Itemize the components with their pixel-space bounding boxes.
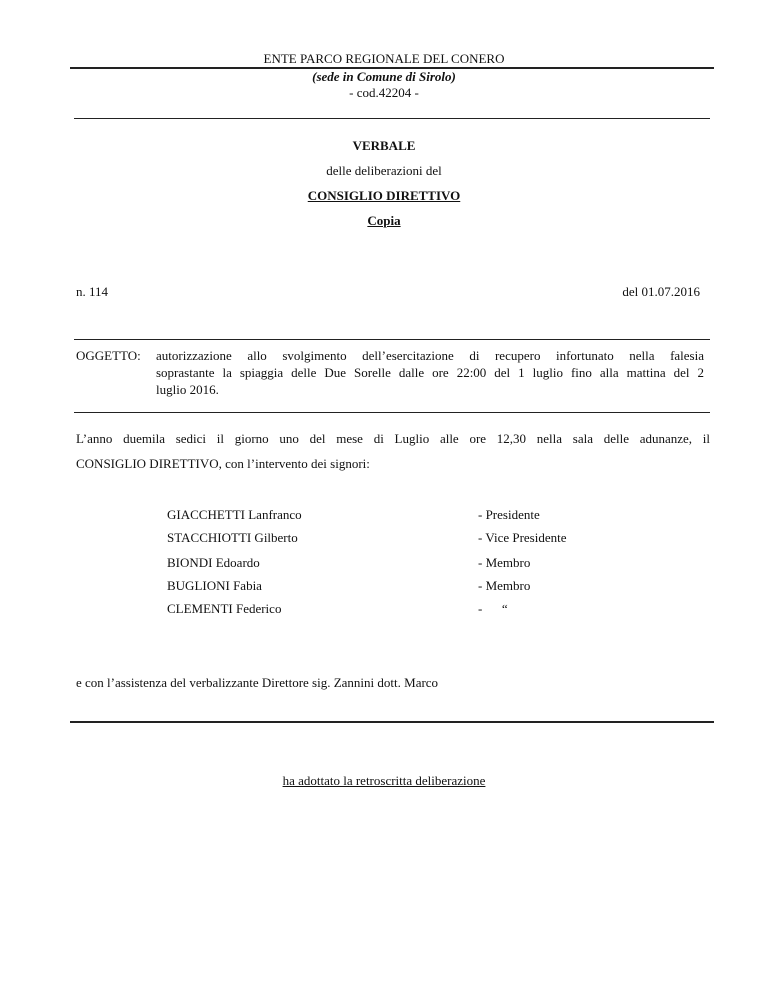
subject-label: OGGETTO: (76, 348, 141, 363)
member-role: - Membro (478, 578, 531, 593)
subject-top-rule (74, 339, 710, 340)
member-role: - Vice Presidente (478, 530, 567, 545)
member-role: - Membro (478, 555, 531, 570)
member-name: CLEMENTI Federico (167, 601, 282, 616)
subject-line-1: autorizzazione allo svolgimento dell’esercitazione di recupero infortunato nella falesia (156, 348, 704, 363)
subject-line-2: soprastante la spiaggia delle Due Sorelle dalle ore 22:00 del 1 luglio fino alla mattina del 2 (156, 365, 704, 380)
member-name: BIONDI Edoardo (167, 555, 260, 570)
organization-name: ENTE PARCO REGIONALE DEL CONERO (263, 51, 505, 66)
deliberation-number: n. 114 (76, 284, 109, 299)
document-subtitle: delle deliberazioni del (326, 163, 442, 178)
member-name: GIACCHETTI Lanfranco (167, 507, 302, 522)
member-role: - Presidente (478, 507, 540, 522)
board-name: CONSIGLIO DIRETTIVO (307, 188, 461, 203)
subject-line-3: luglio 2016. (156, 382, 219, 397)
assistance-line: e con l’assistenza del verbalizzante Direttore sig. Zannini dott. Marco (76, 675, 439, 690)
deliberation-date: del 01.07.2016 (622, 284, 700, 299)
adopted-statement: ha adottato la retroscritta deliberazione (282, 773, 486, 788)
intro-line-2: CONSIGLIO DIRETTIVO, con l’intervento dei signori: (76, 456, 370, 471)
footer-rule (70, 721, 714, 723)
copy-label: Copia (367, 213, 401, 228)
intro-line-1: L’anno duemila sedici il giorno uno del mese di Luglio alle ore 12,30 nella sala delle adunanze, il (76, 431, 710, 446)
member-name: BUGLIONI Fabia (167, 578, 262, 593)
document-title: VERBALE (352, 138, 416, 153)
organization-code: - cod.42204 - (349, 85, 419, 100)
organization-seat: (sede in Comune di Sirolo) (312, 69, 456, 84)
member-role: - “ (478, 601, 508, 616)
subject-bottom-rule (74, 412, 710, 413)
member-name: STACCHIOTTI Gilberto (167, 530, 298, 545)
header-underline (74, 118, 710, 119)
